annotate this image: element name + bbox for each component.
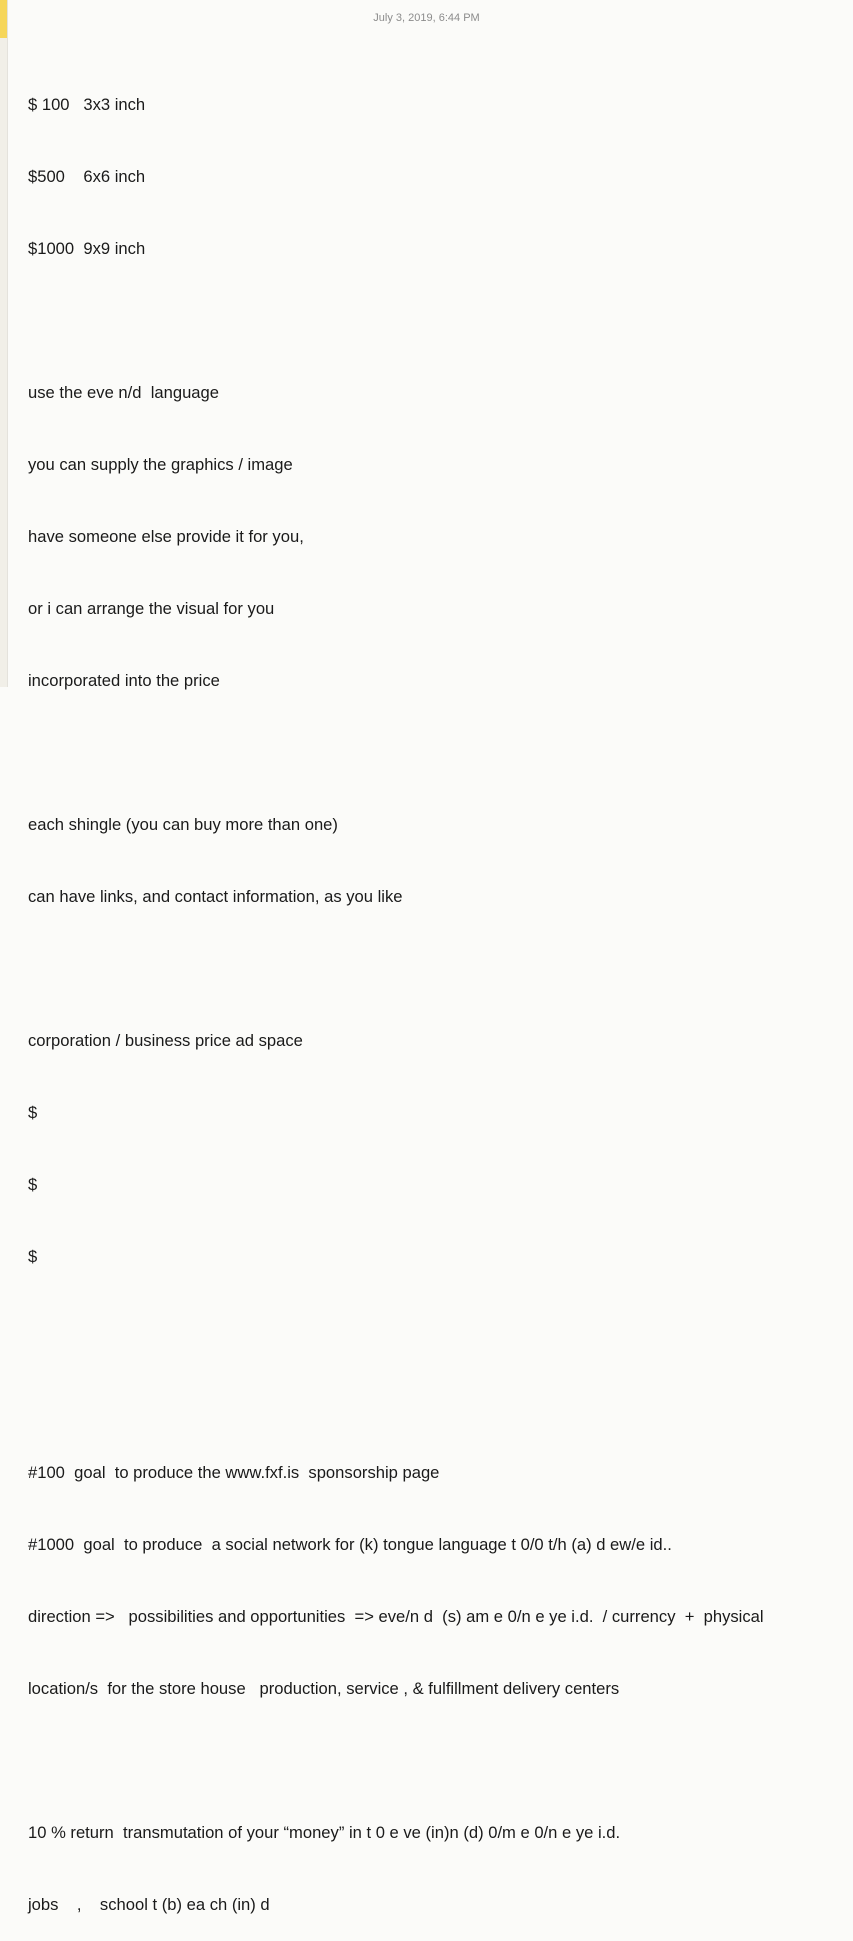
- note-line: $500 6x6 inch: [28, 167, 146, 186]
- note-line: $ 100 3x3 inch: [28, 95, 146, 114]
- note-line: 10 % return transmutation of your “money” in t 0 e ve (in)n (d) 0/m e 0/n e ye i.d.: [28, 1823, 621, 1842]
- note-line: or i can arrange the visual for you: [28, 599, 275, 618]
- window-left-edge: [0, 0, 8, 687]
- note-line: [28, 309, 848, 333]
- note-line: $: [28, 1175, 38, 1194]
- note-body[interactable]: [28, 45, 848, 1941]
- note-line: direction => possibilities and opportunities => eve/n d (s) am e 0/n e ye i.d. / currency + physical: [28, 1607, 764, 1626]
- note-line: can have links, and contact information, as you like: [28, 887, 403, 906]
- note-line: have someone else provide it for you,: [28, 527, 304, 546]
- note-line: each shingle (you can buy more than one): [28, 815, 338, 834]
- note-timestamp: July 3, 2019, 6:44 PM: [373, 12, 480, 24]
- note-line: $1000 9x9 inch: [28, 239, 146, 258]
- note-line: [28, 741, 848, 765]
- note-line: [28, 957, 848, 981]
- note-line: $: [28, 1103, 38, 1122]
- note-line: location/s for the store house production, service , & fulfillment delivery centers: [28, 1679, 620, 1698]
- note-line: [28, 1389, 848, 1413]
- note-line: incorporated into the price: [28, 671, 220, 690]
- note-line: $: [28, 1247, 38, 1266]
- note-line: #1000 goal to produce a social network for (k) tongue language t 0/0 t/h (a) d ew/e id..: [28, 1535, 672, 1554]
- note-line: corporation / business price ad space: [28, 1031, 303, 1050]
- note-line: you can supply the graphics / image: [28, 455, 293, 474]
- note-line: #100 goal to produce the www.fxf.is sponsorship page: [28, 1463, 440, 1482]
- note-line: jobs , school t (b) ea ch (in) d: [28, 1895, 270, 1914]
- note-line: [28, 1317, 848, 1341]
- note-line: [28, 1749, 848, 1773]
- note-line: use the eve n/d language: [28, 383, 219, 402]
